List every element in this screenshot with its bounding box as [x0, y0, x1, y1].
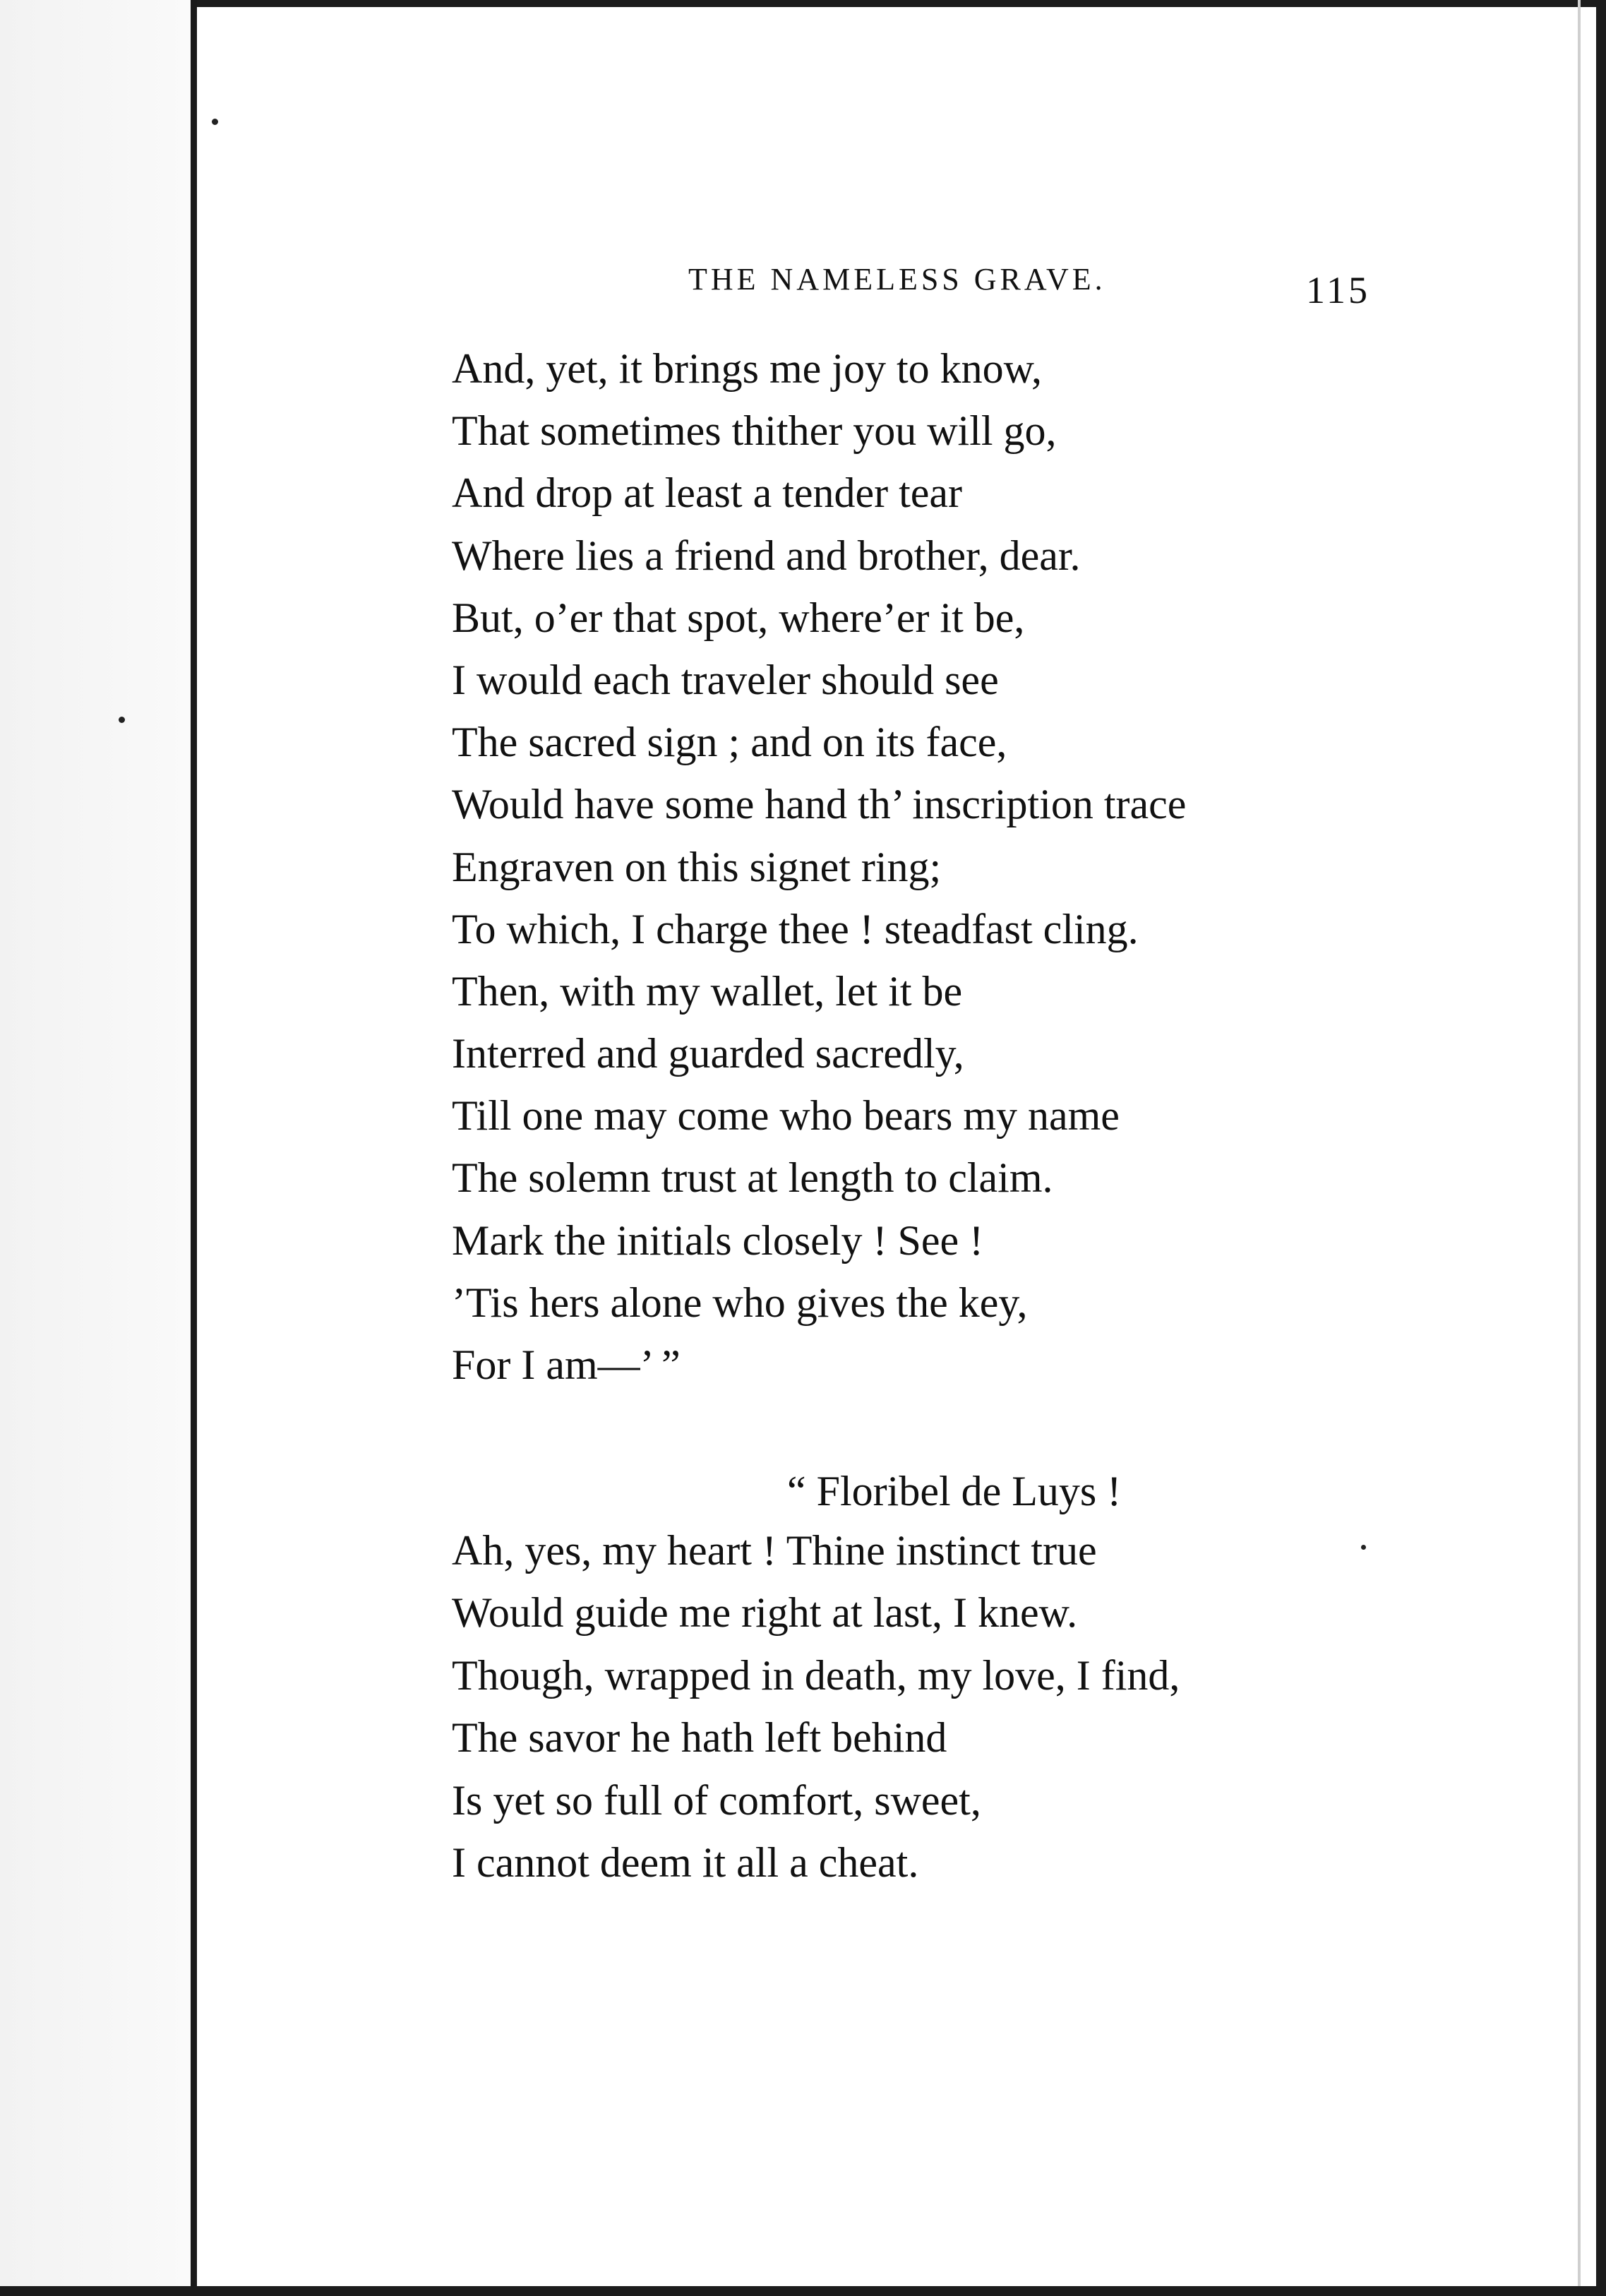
poem-line: The savor he hath left behind [452, 1714, 947, 1762]
running-head: THE NAMELESS GRAVE. [688, 262, 1106, 297]
poem-stanza-2 [452, 1519, 1405, 1894]
poem-line: ’Tis hers alone who gives the key, [452, 1279, 1028, 1326]
poem-line: That sometimes thither you will go, [452, 407, 1057, 455]
poem-line: Mark the initials closely ! See ! [452, 1216, 984, 1264]
page-number: 115 [1306, 269, 1370, 311]
poem-line: Would guide me right at last, I knew. [452, 1589, 1078, 1637]
right-page-edge [1596, 0, 1606, 2296]
binding-edge [191, 0, 197, 2296]
poem-line: But, o’er that spot, where’er it be, [452, 594, 1025, 641]
poem-line: I would each traveler should see [452, 656, 999, 703]
poem-line: Ah, yes, my heart ! Thine instinct true [452, 1527, 1097, 1574]
poem-line: And drop at least a tender tear [452, 470, 963, 517]
poem-line: Would have some hand th’ inscription trace [452, 781, 1187, 828]
right-page-shadow [1578, 0, 1581, 2296]
poem-line: Where lies a friend and brother, dear. [452, 532, 1081, 579]
poem-line: And, yet, it brings me joy to know, [452, 345, 1043, 392]
poem-line: To which, I charge thee ! steadfast cling. [452, 905, 1139, 952]
poem-line: Though, wrapped in death, my love, I find, [452, 1651, 1180, 1699]
poem-line: Interred and guarded sacredly, [452, 1030, 964, 1077]
poem-line: For I am—’ ” [452, 1341, 681, 1388]
poem-line: Engraven on this signet ring; [452, 843, 942, 890]
top-page-edge [197, 0, 1606, 7]
bottom-page-edge [0, 2286, 1606, 2296]
scan-speck [119, 717, 125, 723]
poem-line: Till one may come who bears my name [452, 1092, 1120, 1140]
poem-line: The solemn trust at length to claim. [452, 1154, 1053, 1202]
page-gutter [0, 0, 191, 2296]
poem-exclamation-line: “ Floribel de Luys ! [787, 1468, 1122, 1514]
poem-line: I cannot deem it all a cheat. [452, 1838, 919, 1886]
scan-speck [212, 119, 218, 125]
poem-line: Then, with my wallet, let it be [452, 967, 963, 1015]
poem-line: Is yet so full of comfort, sweet, [452, 1776, 981, 1824]
poem-stanza-1 [452, 337, 1405, 1396]
poem-line: The sacred sign ; and on its face, [452, 719, 1007, 766]
